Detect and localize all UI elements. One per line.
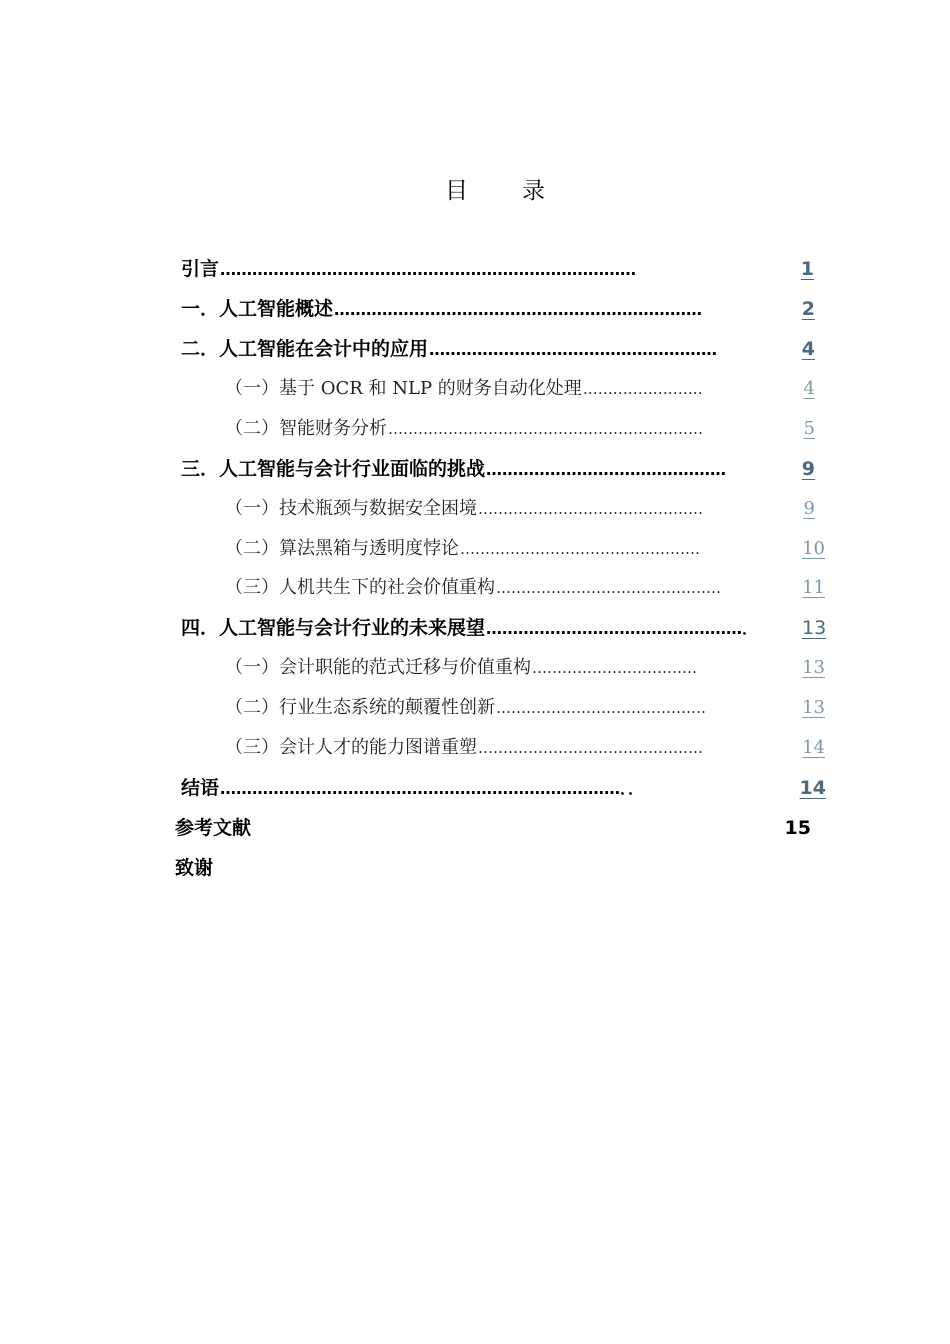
toc-entry-chapter-4[interactable] <box>181 613 826 643</box>
toc-leader-dots: ……………………………………… <box>478 500 703 518</box>
toc-entry-chapter-3[interactable] <box>181 454 815 484</box>
toc-entry-label: 结语 <box>181 777 220 799</box>
toc-leader-dots: ……………………………………… <box>496 579 721 597</box>
toc-entry-label: 致谢 <box>175 857 214 879</box>
toc-leader-dots: ……………………………………… <box>478 739 703 757</box>
toc-entry-label: （一）会计职能的范式迁移与价值重构 <box>225 657 531 678</box>
toc-entry-label: 三．人工智能与会计行业面临的挑战 <box>181 458 486 480</box>
toc-page-link[interactable]: 14 <box>802 737 825 758</box>
toc-entry-section-3-1[interactable] <box>225 494 815 524</box>
toc-page-link[interactable]: 13 <box>802 697 825 718</box>
toc-entry-label: （二）算法黑箱与透明度悖论 <box>225 538 459 559</box>
toc-title-char-2: 录 <box>522 178 545 204</box>
toc-entry-label: （二）智能财务分析 <box>225 418 387 439</box>
toc-entry-section-3-2[interactable] <box>225 534 825 564</box>
toc-entry-section-2-1[interactable] <box>225 374 815 404</box>
toc-entry-section-4-1[interactable] <box>225 653 825 683</box>
toc-leader-dots: ……………………………………………………… <box>388 420 703 438</box>
toc-leader-dots: ……………………………………… <box>486 460 727 479</box>
toc-entry-references[interactable] <box>175 813 811 843</box>
toc-leader-dots: ……………………………………………… <box>429 340 718 359</box>
toc-page-number: 15 <box>784 817 811 839</box>
toc-entry-label: 引言 <box>181 258 220 280</box>
toc-leader-dots: …………………………………………． <box>486 619 759 638</box>
toc-leader-dots: …………………………………………………………………．． <box>220 779 645 798</box>
toc-leader-dots: …………………………… <box>532 659 697 677</box>
toc-page-link[interactable]: 1 <box>800 258 814 280</box>
toc-page-link[interactable]: 5 <box>803 418 815 439</box>
toc-page-link[interactable]: 11 <box>802 577 825 598</box>
toc-entry-label: 二．人工智能在会计中的应用 <box>181 338 429 360</box>
toc-entry-label: （一）技术瓶颈与数据安全困境 <box>225 498 477 519</box>
toc-entry-section-4-3[interactable] <box>225 733 825 763</box>
toc-page-link[interactable]: 9 <box>801 458 815 480</box>
toc-entry-label: （三）会计人才的能力图谱重塑 <box>225 737 477 758</box>
toc-leader-dots: …………………… <box>582 380 703 398</box>
toc-title <box>0 172 950 205</box>
toc-page-link[interactable]: 4 <box>801 338 815 360</box>
toc-title-char-1: 目 <box>445 178 468 204</box>
toc-entry-introduction[interactable] <box>181 254 814 284</box>
toc-page-link[interactable]: 10 <box>802 538 825 559</box>
toc-page-link[interactable]: 9 <box>803 498 815 519</box>
toc-entry-label: 参考文献 <box>175 817 252 839</box>
toc-entry-section-4-2[interactable] <box>225 693 825 723</box>
toc-entry-acknowledgements[interactable] <box>175 853 811 883</box>
toc-entry-label: （一）基于 OCR 和 NLP 的财务自动化处理 <box>225 378 582 399</box>
toc-leader-dots: …………………………………………………………………… <box>220 260 637 279</box>
toc-entry-section-3-3[interactable] <box>225 573 825 603</box>
toc-page-link[interactable]: 2 <box>801 298 815 320</box>
toc-entry-chapter-1[interactable] <box>181 294 815 324</box>
toc-leader-dots: …………………………………………………………… <box>334 300 703 319</box>
toc-page-link[interactable]: 13 <box>802 657 825 678</box>
toc-entry-label: （二）行业生态系统的颠覆性创新 <box>225 697 495 718</box>
toc-leader-dots: …………………………………… <box>496 699 706 717</box>
toc-leader-dots: ………………………………………… <box>460 540 700 558</box>
toc-page-link[interactable]: 14 <box>799 777 826 799</box>
toc-page-link[interactable]: 4 <box>803 378 815 399</box>
toc-entry-chapter-2[interactable] <box>181 334 815 364</box>
toc-entry-section-2-2[interactable] <box>225 414 815 444</box>
toc-entry-label: （三）人机共生下的社会价值重构 <box>225 577 495 598</box>
toc-entry-label: 一．人工智能概述 <box>181 298 334 320</box>
toc-entry-conclusion[interactable] <box>181 773 826 803</box>
toc-page-link[interactable]: 13 <box>802 617 827 639</box>
toc-entry-label: 四．人工智能与会计行业的未来展望 <box>181 617 486 639</box>
